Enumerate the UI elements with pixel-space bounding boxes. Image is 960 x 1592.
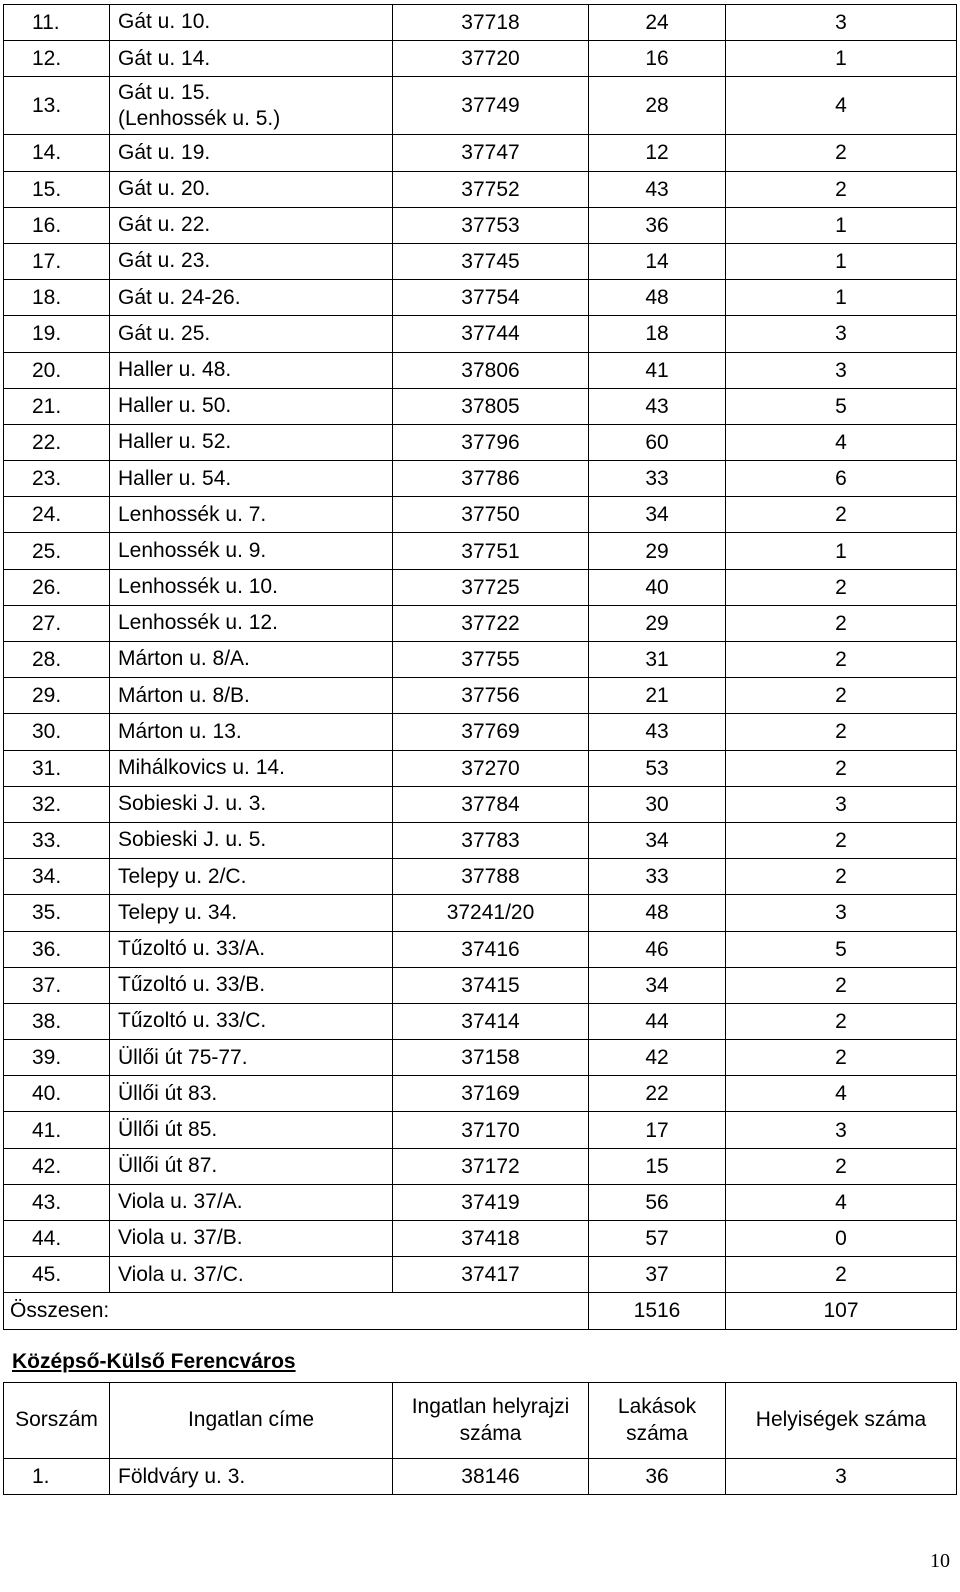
property-table <box>3 4 957 1330</box>
row-flats: 22 <box>589 1076 726 1112</box>
row-parcel: 37415 <box>393 967 589 1003</box>
row-flats: 43 <box>589 171 726 207</box>
row-address: Földváry u. 3. <box>110 1459 393 1495</box>
table-row <box>4 316 957 352</box>
row-rooms: 4 <box>726 77 957 135</box>
row-serial: 41. <box>4 1112 110 1148</box>
row-address <box>110 967 393 1003</box>
row-parcel: 37806 <box>393 352 589 388</box>
row-flats: 31 <box>589 642 726 678</box>
row-address <box>110 859 393 895</box>
address-line: Haller u. 54. <box>118 466 232 490</box>
row-serial: 45. <box>4 1257 110 1293</box>
row-address <box>110 1184 393 1220</box>
row-address <box>110 1076 393 1112</box>
row-address <box>110 1112 393 1148</box>
row-parcel: 37270 <box>393 750 589 786</box>
row-parcel: 37416 <box>393 931 589 967</box>
row-rooms: 2 <box>726 822 957 858</box>
row-address <box>110 822 393 858</box>
row-rooms: 1 <box>726 243 957 279</box>
row-rooms: 1 <box>726 533 957 569</box>
row-address <box>110 1221 393 1257</box>
row-address <box>110 569 393 605</box>
row-flats: 34 <box>589 967 726 1003</box>
section-title: Középső-Külső Ferencváros <box>12 1350 296 1373</box>
row-parcel: 37747 <box>393 135 589 171</box>
address-line: Sobieski J. u. 3. <box>118 792 267 816</box>
row-serial: 21. <box>4 388 110 424</box>
row-parcel: 37751 <box>393 533 589 569</box>
row-rooms: 2 <box>726 642 957 678</box>
row-serial: 1. <box>4 1459 110 1495</box>
address-line: Márton u. 8/A. <box>118 647 250 671</box>
row-flats: 24 <box>589 5 726 41</box>
row-parcel: 37756 <box>393 678 589 714</box>
address-line: Haller u. 52. <box>118 430 232 454</box>
row-rooms: 2 <box>726 1040 957 1076</box>
row-address <box>110 642 393 678</box>
address-line: Márton u. 8/B. <box>118 683 250 707</box>
row-parcel: 37745 <box>393 243 589 279</box>
row-serial: 12. <box>4 41 110 77</box>
row-serial: 31. <box>4 750 110 786</box>
row-serial: 14. <box>4 135 110 171</box>
row-flats: 34 <box>589 822 726 858</box>
header-rooms: Helyiségek száma <box>726 1383 957 1459</box>
header-address: Ingatlan címe <box>110 1383 393 1459</box>
table-row <box>4 1184 957 1220</box>
address-line: Gát u. 20. <box>118 177 211 201</box>
address-line: Sobieski J. u. 5. <box>118 828 267 852</box>
row-parcel: 37418 <box>393 1221 589 1257</box>
row-serial: 30. <box>4 714 110 750</box>
address-line: Viola u. 37/C. <box>118 1262 244 1286</box>
address-line: Telepy u. 2/C. <box>118 864 247 888</box>
row-parcel: 37754 <box>393 280 589 316</box>
row-address <box>110 135 393 171</box>
address-line: Telepy u. 34. <box>118 900 238 924</box>
row-parcel: 37805 <box>393 388 589 424</box>
row-parcel: 37750 <box>393 497 589 533</box>
row-parcel: 37725 <box>393 569 589 605</box>
table-header-row <box>4 1383 957 1459</box>
row-address <box>110 497 393 533</box>
row-address <box>110 388 393 424</box>
table-row <box>4 714 957 750</box>
row-serial: 37. <box>4 967 110 1003</box>
row-flats: 48 <box>589 895 726 931</box>
address-line: Gát u. 14. <box>118 46 211 70</box>
row-flats: 46 <box>589 931 726 967</box>
row-address <box>110 5 393 41</box>
table-row <box>4 135 957 171</box>
row-rooms: 2 <box>726 497 957 533</box>
row-address <box>110 1003 393 1039</box>
row-serial: 43. <box>4 1184 110 1220</box>
row-flats: 18 <box>589 316 726 352</box>
table-row <box>4 352 957 388</box>
row-parcel: 37753 <box>393 207 589 243</box>
row-flats: 14 <box>589 243 726 279</box>
row-parcel: 37414 <box>393 1003 589 1039</box>
address-line: Gát u. 24-26. <box>118 285 241 309</box>
row-parcel: 37769 <box>393 714 589 750</box>
row-flats: 33 <box>589 461 726 497</box>
row-serial: 23. <box>4 461 110 497</box>
address-line: Gát u. 25. <box>118 321 211 345</box>
table-row <box>4 642 957 678</box>
table-row <box>4 41 957 77</box>
table-row <box>4 1003 957 1039</box>
table-row <box>4 1148 957 1184</box>
table-row <box>4 678 957 714</box>
row-address <box>110 280 393 316</box>
row-serial: 20. <box>4 352 110 388</box>
table-row <box>4 243 957 279</box>
row-parcel: 37786 <box>393 461 589 497</box>
row-parcel: 37241/20 <box>393 895 589 931</box>
row-address <box>110 786 393 822</box>
row-serial: 18. <box>4 280 110 316</box>
row-address <box>110 207 393 243</box>
row-rooms: 3 <box>726 1112 957 1148</box>
address-line: Gát u. 23. <box>118 249 211 273</box>
row-rooms: 2 <box>726 750 957 786</box>
row-serial: 22. <box>4 424 110 460</box>
row-rooms: 3 <box>726 5 957 41</box>
header-serial: Sorszám <box>4 1383 110 1459</box>
table-row <box>4 280 957 316</box>
row-flats: 48 <box>589 280 726 316</box>
row-address <box>110 714 393 750</box>
row-rooms: 4 <box>726 1184 957 1220</box>
row-address <box>110 1040 393 1076</box>
row-serial: 28. <box>4 642 110 678</box>
row-rooms: 2 <box>726 569 957 605</box>
table-row <box>4 77 957 135</box>
total-row <box>4 1293 957 1329</box>
row-serial: 27. <box>4 605 110 641</box>
row-address <box>110 895 393 931</box>
row-parcel: 37720 <box>393 41 589 77</box>
table-row <box>4 859 957 895</box>
row-address <box>110 316 393 352</box>
row-address <box>110 678 393 714</box>
address-line: Mihálkovics u. 14. <box>118 756 285 780</box>
address-line: Tűzoltó u. 33/C. <box>118 1009 267 1033</box>
header-flats: Lakások száma <box>589 1383 726 1459</box>
total-rooms: 107 <box>726 1293 957 1329</box>
table-row <box>4 605 957 641</box>
row-flats: 28 <box>589 77 726 135</box>
row-serial: 24. <box>4 497 110 533</box>
row-serial: 39. <box>4 1040 110 1076</box>
row-parcel: 37796 <box>393 424 589 460</box>
row-parcel: 37419 <box>393 1184 589 1220</box>
table-row <box>4 1040 957 1076</box>
row-rooms: 5 <box>726 388 957 424</box>
table-row <box>4 171 957 207</box>
row-rooms: 0 <box>726 1221 957 1257</box>
row-flats: 53 <box>589 750 726 786</box>
row-serial: 40. <box>4 1076 110 1112</box>
header-parcel: Ingatlan helyrajzi száma <box>393 1383 589 1459</box>
row-serial: 42. <box>4 1148 110 1184</box>
row-serial: 26. <box>4 569 110 605</box>
row-address <box>110 41 393 77</box>
row-serial: 19. <box>4 316 110 352</box>
row-address <box>110 352 393 388</box>
row-rooms: 6 <box>726 461 957 497</box>
row-rooms: 3 <box>726 895 957 931</box>
row-flats: 36 <box>589 1459 726 1495</box>
row-rooms: 2 <box>726 1148 957 1184</box>
row-rooms: 1 <box>726 280 957 316</box>
table-row <box>4 461 957 497</box>
row-flats: 41 <box>589 352 726 388</box>
row-rooms: 2 <box>726 135 957 171</box>
table-row <box>4 1112 957 1148</box>
address-line: Gát u. 15. <box>118 80 211 104</box>
row-serial: 13. <box>4 77 110 135</box>
row-rooms: 3 <box>726 352 957 388</box>
row-parcel: 37744 <box>393 316 589 352</box>
row-address <box>110 931 393 967</box>
address-line: Viola u. 37/A. <box>118 1190 243 1214</box>
row-flats: 43 <box>589 714 726 750</box>
row-rooms: 2 <box>726 1003 957 1039</box>
address-line: Gát u. 10. <box>118 10 211 34</box>
table-row <box>4 569 957 605</box>
row-parcel: 37417 <box>393 1257 589 1293</box>
row-serial: 34. <box>4 859 110 895</box>
row-flats: 43 <box>589 388 726 424</box>
address-line: Lenhossék u. 12. <box>118 611 278 635</box>
address-line: Viola u. 37/B. <box>118 1226 243 1250</box>
address-line: Haller u. 50. <box>118 394 232 418</box>
row-flats: 42 <box>589 1040 726 1076</box>
row-flats: 57 <box>589 1221 726 1257</box>
table-row <box>4 424 957 460</box>
address-line: Üllői út 87. <box>118 1154 218 1178</box>
row-flats: 34 <box>589 497 726 533</box>
second-property-table <box>3 1382 957 1495</box>
row-rooms: 2 <box>726 967 957 1003</box>
row-parcel: 37788 <box>393 859 589 895</box>
address-line: (Lenhossék u. 5.) <box>118 106 281 130</box>
row-address <box>110 533 393 569</box>
row-serial: 32. <box>4 786 110 822</box>
row-serial: 36. <box>4 931 110 967</box>
address-line: Üllői út 83. <box>118 1081 218 1105</box>
row-address <box>110 750 393 786</box>
row-rooms: 3 <box>726 786 957 822</box>
row-parcel: 38146 <box>393 1459 589 1495</box>
row-parcel: 37783 <box>393 822 589 858</box>
table-row <box>4 1257 957 1293</box>
row-serial: 17. <box>4 243 110 279</box>
row-flats: 60 <box>589 424 726 460</box>
row-address <box>110 461 393 497</box>
row-rooms: 1 <box>726 207 957 243</box>
table-row <box>4 1221 957 1257</box>
address-line: Lenhossék u. 7. <box>118 502 267 526</box>
row-flats: 16 <box>589 41 726 77</box>
row-parcel: 37158 <box>393 1040 589 1076</box>
row-rooms: 3 <box>726 1459 957 1495</box>
row-parcel: 37718 <box>393 5 589 41</box>
table-row <box>4 1076 957 1112</box>
row-parcel: 37755 <box>393 642 589 678</box>
row-flats: 44 <box>589 1003 726 1039</box>
row-address <box>110 1257 393 1293</box>
row-serial: 33. <box>4 822 110 858</box>
row-flats: 17 <box>589 1112 726 1148</box>
address-line: Üllői út 85. <box>118 1117 218 1141</box>
table-row <box>4 1459 957 1495</box>
row-rooms: 3 <box>726 316 957 352</box>
row-serial: 29. <box>4 678 110 714</box>
row-serial: 35. <box>4 895 110 931</box>
row-address <box>110 605 393 641</box>
table-row <box>4 533 957 569</box>
table-row <box>4 750 957 786</box>
row-address <box>110 77 393 135</box>
table-row <box>4 931 957 967</box>
address-line: Lenhossék u. 9. <box>118 538 267 562</box>
row-serial: 38. <box>4 1003 110 1039</box>
row-serial: 15. <box>4 171 110 207</box>
table-row <box>4 207 957 243</box>
page-number: 10 <box>930 1550 950 1572</box>
table-row <box>4 967 957 1003</box>
table-row <box>4 786 957 822</box>
row-parcel: 37169 <box>393 1076 589 1112</box>
row-serial: 25. <box>4 533 110 569</box>
row-serial: 11. <box>4 5 110 41</box>
row-rooms: 2 <box>726 605 957 641</box>
row-rooms: 2 <box>726 678 957 714</box>
address-line: Gát u. 19. <box>118 140 211 164</box>
row-address <box>110 1148 393 1184</box>
address-line: Lenhossék u. 10. <box>118 575 278 599</box>
row-parcel: 37749 <box>393 77 589 135</box>
row-parcel: 37752 <box>393 171 589 207</box>
row-serial: 16. <box>4 207 110 243</box>
row-flats: 29 <box>589 605 726 641</box>
address-line: Haller u. 48. <box>118 357 232 381</box>
table-row <box>4 388 957 424</box>
row-rooms: 5 <box>726 931 957 967</box>
row-rooms: 2 <box>726 859 957 895</box>
row-parcel: 37722 <box>393 605 589 641</box>
table-row <box>4 5 957 41</box>
row-parcel: 37172 <box>393 1148 589 1184</box>
row-flats: 21 <box>589 678 726 714</box>
address-line: Gát u. 22. <box>118 213 211 237</box>
total-label: Összesen: <box>4 1293 589 1329</box>
row-address <box>110 243 393 279</box>
row-flats: 12 <box>589 135 726 171</box>
table-row <box>4 895 957 931</box>
row-serial: 44. <box>4 1221 110 1257</box>
row-flats: 40 <box>589 569 726 605</box>
table-row <box>4 497 957 533</box>
row-flats: 37 <box>589 1257 726 1293</box>
address-line: Üllői út 75-77. <box>118 1045 248 1069</box>
total-flats: 1516 <box>589 1293 726 1329</box>
row-rooms: 2 <box>726 1257 957 1293</box>
address-line: Tűzoltó u. 33/A. <box>118 936 266 960</box>
address-line: Tűzoltó u. 33/B. <box>118 973 266 997</box>
row-flats: 33 <box>589 859 726 895</box>
row-address <box>110 424 393 460</box>
row-flats: 29 <box>589 533 726 569</box>
row-flats: 30 <box>589 786 726 822</box>
row-rooms: 4 <box>726 1076 957 1112</box>
row-parcel: 37170 <box>393 1112 589 1148</box>
row-parcel: 37784 <box>393 786 589 822</box>
row-rooms: 4 <box>726 424 957 460</box>
row-rooms: 1 <box>726 41 957 77</box>
address-line: Márton u. 13. <box>118 719 242 743</box>
table-row <box>4 822 957 858</box>
row-address <box>110 171 393 207</box>
row-rooms: 2 <box>726 714 957 750</box>
row-flats: 56 <box>589 1184 726 1220</box>
row-flats: 15 <box>589 1148 726 1184</box>
row-flats: 36 <box>589 207 726 243</box>
row-rooms: 2 <box>726 171 957 207</box>
